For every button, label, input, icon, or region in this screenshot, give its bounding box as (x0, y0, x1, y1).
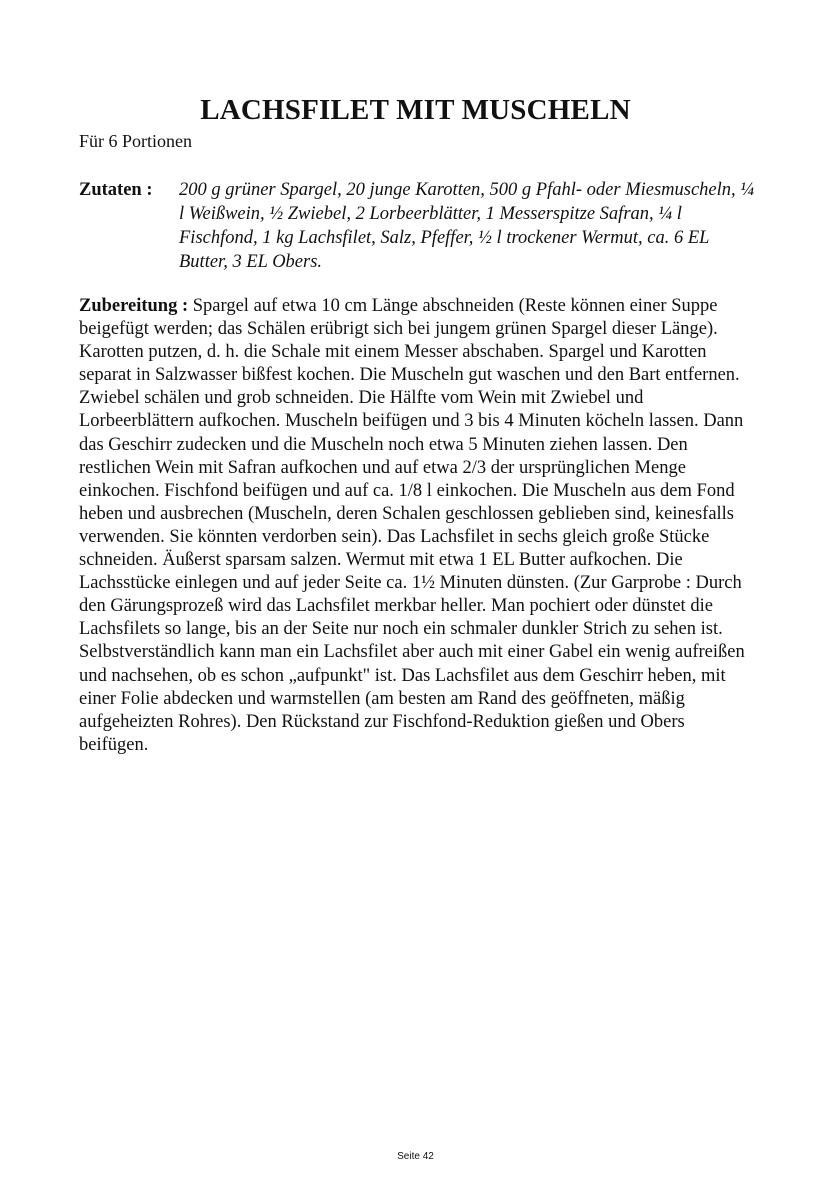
preparation-section (79, 295, 751, 757)
ingredients-label: Zutaten : (79, 180, 153, 200)
page-number: Seite 42 (397, 1151, 434, 1162)
ingredients-section (79, 178, 759, 274)
preparation-text: Spargel auf etwa 10 cm Länge abschneiden (Reste können einer Suppe beigefügt werden; das Schälen erübrigt sich bei jungem grünen Spargel dieser Länge). Karotten putzen, d. h. die Schale mit einem Messer abschaben. Spargel und Karotten separat in Salzwasser bißfest kochen. Die Muscheln gut waschen und den Bart entfernen. Zwiebel schälen und grob schneiden. Die Hälfte vom Wein mit Zwiebel und Lorbeerblättern aufkochen. Muscheln beifügen und 3 bis 4 Minuten köcheln lassen. Dann das Geschirr zudecken und die Muscheln noch etwa 5 Minuten ziehen lassen. Den restlichen Wein mit Safran aufkochen und auf etwa 2/3 der ursprünglichen Menge einkochen. Fischfond beifügen und auf ca. 1/8 l einkochen. Die Muscheln aus dem Fond heben und ausbrechen (Muscheln, deren Schalen geschlossen geblieben sind, keinesfalls verwenden. Sie könnten verdorben sein). Das Lachsfilet in sechs gleich große Stücke schneiden. Äußerst sparsam salzen. Wermut mit etwa 1 EL Butter aufkochen. Die Lachsstücke einlegen und auf jeder Seite ca. 1½ Minuten dünsten. (Zur Garprobe : Durch den Gärungsprozeß wird das Lachsfilet merkbar heller. Man pochiert oder dünstet die Lachsfilets so lange, bis an der Seite nur noch ein schmaler dunkler Strich zu sehen ist. Selbstverständlich kann man ein Lachsfilet aber auch mit einer Gabel ein wenig aufreißen und nachsehen, ob es schon „aufpunkt" ist. Das Lachsfilet aus dem Geschirr heben, mit einer Folie abdecken und warmstellen (am besten am Rand des geöffneten, mäßig aufgeheizten Rohres). Den Rückstand zur Fischfond-Reduktion gießen und Obers beifügen. (79, 296, 745, 755)
recipe-title: LACHSFILET MIT MUSCHELN (200, 94, 631, 126)
preparation-label: Zubereitung : (79, 296, 189, 316)
ingredients-text: 200 g grüner Spargel, 20 junge Karotten, 500 g Pfahl- oder Miesmuscheln, ¼ l Weißwein, ½ Zwiebel, 2 Lorbeerblätter, 1 Messerspitze Safran, ¼ l Fischfond, 1 kg Lachsfilet, Salz, Pfeffer, ½ l trockener Wermut, ca. 6 EL Butter, 3 EL Obers. (179, 180, 755, 272)
servings-line: Für 6 Portionen (79, 131, 193, 151)
